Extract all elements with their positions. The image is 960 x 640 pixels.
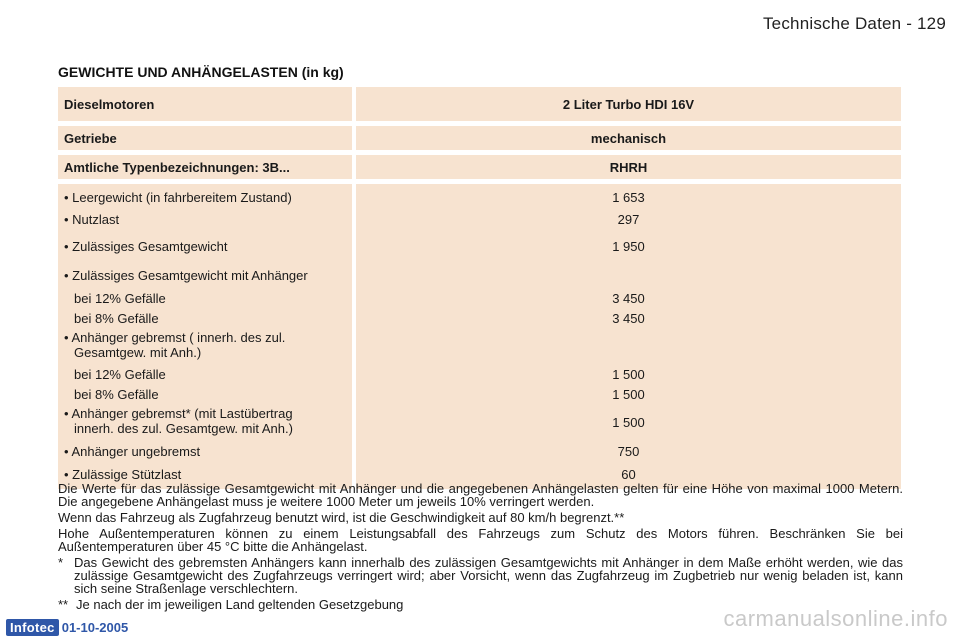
- table-row-value: 3 450: [612, 310, 645, 326]
- table-body: [58, 184, 901, 489]
- table-row-value: 1 500: [612, 386, 645, 402]
- header-label: Dieselmotoren: [58, 87, 352, 121]
- infotec-logo: Infotec: [6, 619, 59, 636]
- table-row-value: 297: [617, 211, 640, 227]
- header-value: mechanisch: [356, 126, 901, 150]
- label-line: • Anhänger gebremst ( innerh. des zul.: [64, 330, 286, 345]
- table-row-value: 1 653: [612, 189, 645, 205]
- label-line: innerh. des zul. Gesamtgew. mit Anh.): [74, 421, 293, 436]
- table-row-label: • Zulässige Stützlast: [64, 467, 182, 482]
- label-column: [58, 184, 352, 489]
- table-row-label: bei 8% Gefälle: [74, 310, 159, 326]
- table-header-row: [58, 126, 901, 150]
- table-row-label: • Leergewicht (in fahrbereitem Zustand): [64, 189, 292, 205]
- table-row-label: • Zulässiges Gesamtgewicht mit Anhänger: [64, 268, 308, 283]
- note-paragraph: Wenn das Fahrzeug als Zugfahrzeug benutzt wird, ist die Geschwindigkeit auf 80 km/h begrenzt.**: [58, 510, 625, 525]
- page-header: Technische Daten - 129: [762, 14, 946, 33]
- notes-section: [58, 482, 903, 611]
- value-column: [356, 184, 901, 489]
- table-row-value: 1 950: [612, 239, 645, 254]
- table-row-label: bei 12% Gefälle: [74, 290, 166, 306]
- footnote-text: Das Gewicht des gebremsten Anhängers kann innerhalb des zulässigen Gesamtgewichts mit Anhänger in dem Maße erhöht werden, wie das zulässige Gesamtgewicht des Zugfahrzeugs verringert wird; aber Vorsicht, wenn das Zugfahrzeug im Zugbetrieb nur wenig beladen ist, kann sich seine Straßenlage verschlechtern.: [74, 555, 903, 596]
- footnote-mark: *: [58, 555, 64, 570]
- table-row-label: bei 8% Gefälle: [74, 386, 159, 402]
- table-row-value: [356, 263, 901, 288]
- table-row-value: [356, 328, 901, 364]
- note-paragraph: Die Werte für das zulässige Gesamtgewicht mit Anhänger und die angegebenen Anhängelasten gelten für eine Höhe von maximal 1000 Metern. Die angegebene Anhängelast muss je weitere 1000 Meter um jeweils 10% verringert werden.: [58, 481, 903, 509]
- label-line: • Anhänger gebremst* (mit Lastübertrag: [64, 406, 293, 421]
- footnote-mark: **: [58, 597, 69, 612]
- header-label: Getriebe: [58, 126, 352, 150]
- footer-date: 01-10-2005: [61, 620, 129, 635]
- table-row-value: 3 450: [612, 290, 645, 306]
- table-row-label: [64, 328, 352, 364]
- table-row-value: 1 500: [612, 366, 645, 382]
- label-line: Gesamtgew. mit Anh.): [74, 345, 202, 360]
- table-row-value: 1 500: [612, 414, 645, 430]
- footnote: [58, 556, 903, 595]
- watermark: carmanualsonline.info: [723, 606, 948, 631]
- table-header-row: [58, 87, 901, 121]
- header-value: 2 Liter Turbo HDI 16V: [356, 87, 901, 121]
- table-row-label: • Nutzlast: [64, 211, 120, 227]
- table-row-label: bei 12% Gefälle: [74, 366, 166, 382]
- table-row-label: [64, 404, 352, 440]
- table-row-label: • Anhänger ungebremst: [64, 444, 201, 459]
- weights-table: [58, 87, 901, 489]
- header-value: RHRH: [356, 155, 901, 179]
- table-row-label: • Zulässiges Gesamtgewicht: [64, 239, 228, 254]
- table-row-value: 750: [617, 444, 640, 459]
- header-label: Amtliche Typenbezeichnungen: 3B...: [58, 155, 352, 179]
- footer-brand: [6, 619, 128, 636]
- table-header-row: [58, 155, 901, 179]
- section-title: GEWICHTE UND ANHÄNGELASTEN (in kg): [58, 64, 344, 80]
- note-paragraph: Hohe Außentemperaturen können zu einem Leistungsabfall des Fahrzeugs zum Schutz des Motors führen. Beschränken Sie bei Außentemperaturen über 45 °C bitte die Anhängelast.: [58, 526, 903, 554]
- footnote-text: Je nach der im jeweiligen Land geltenden Gesetzgebung: [76, 597, 404, 612]
- table-row-value: 60: [621, 467, 636, 482]
